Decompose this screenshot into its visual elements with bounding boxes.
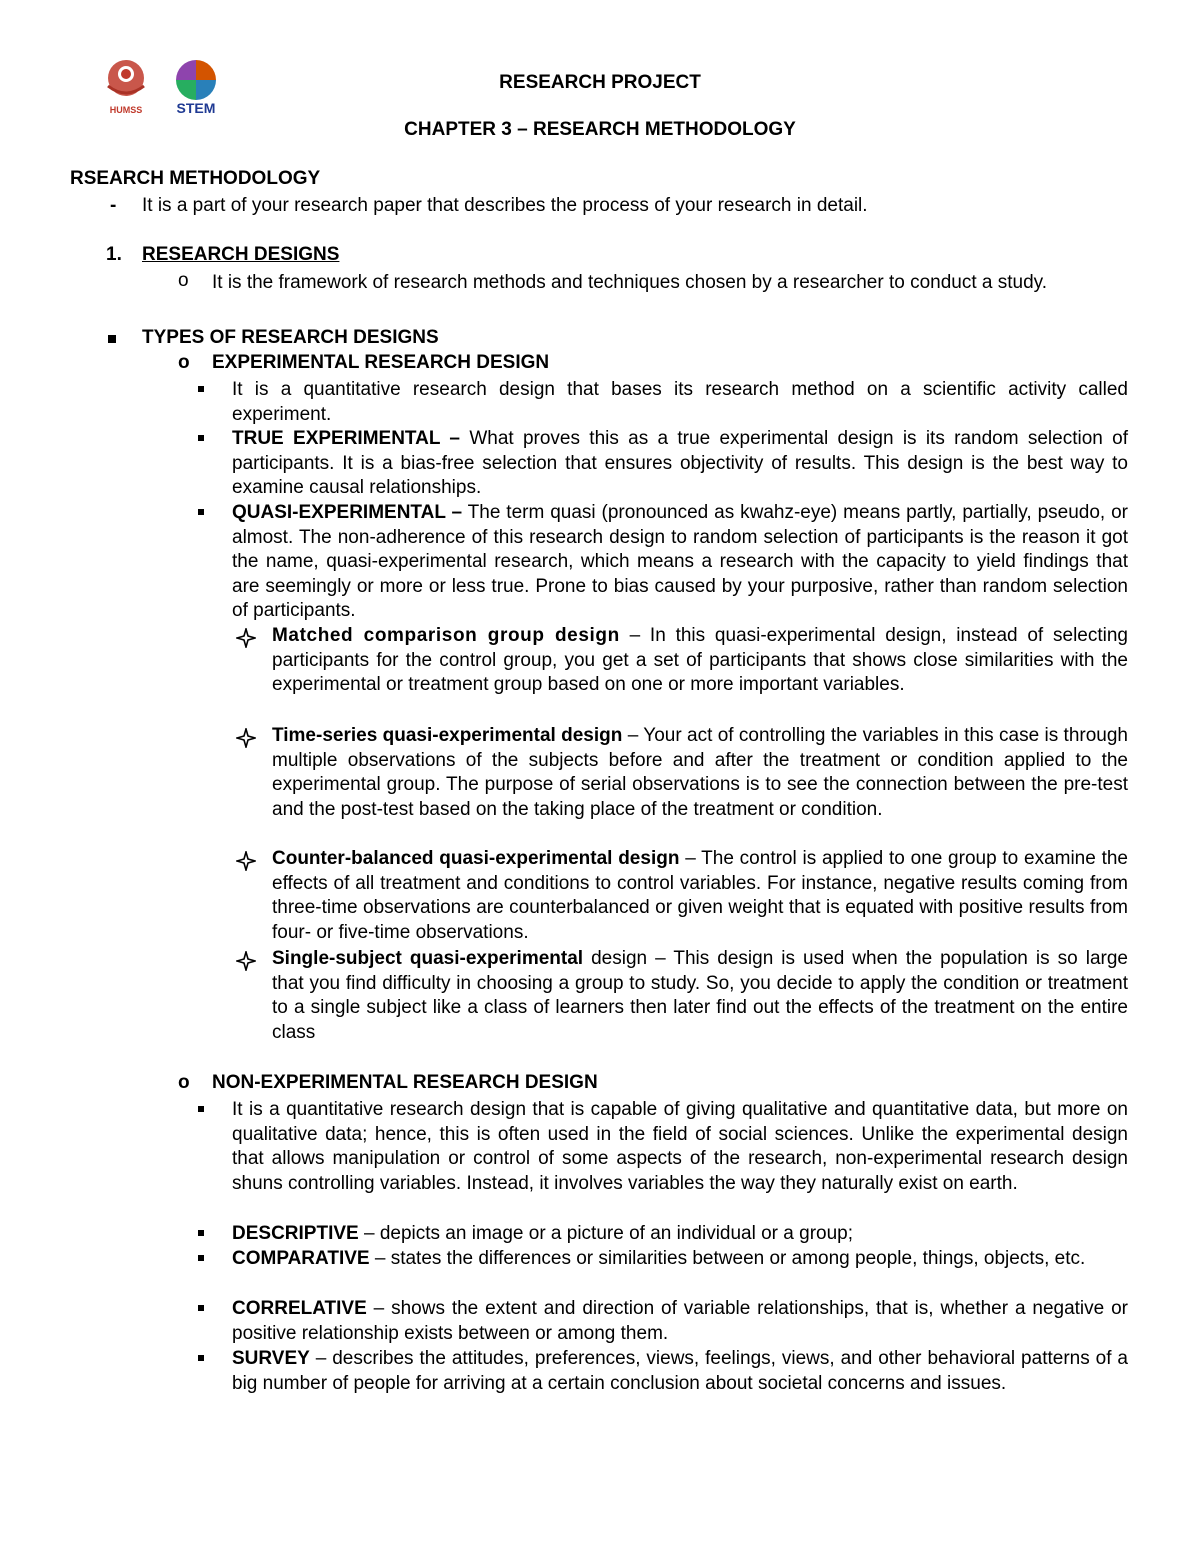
square-bullet — [198, 509, 204, 515]
square-bullet — [198, 1355, 204, 1361]
subtype-item — [272, 947, 1128, 1045]
experimental-intro: It is a quantitative research design that bases its research method on a scientific activity called experiment. — [232, 379, 1128, 425]
document-title: RESEARCH PROJECT — [499, 72, 701, 93]
subtype-term: Matched comparison group design — [272, 625, 620, 646]
diamond-bullet-icon — [236, 951, 256, 971]
true-experimental-text: What proves this as a true experimental design is its random selection of participants. It is a bias-free selection that ensures objectivity of results. This design is the best way to examine causal relationships. — [232, 428, 1129, 499]
subtype-text: – In this quasi-experimental design, instead of selecting participants for the control group, you get a set of participants that shows close similarities with the experimental or treatment group based on one or more important variables. — [272, 625, 1128, 696]
nonexperimental-text: – shows the extent and direction of variable relationships, that is, whether a negative or positive relationship exists between or among them. — [232, 1298, 1128, 1344]
quasi-experimental-term: QUASI-EXPERIMENTAL – — [232, 502, 463, 523]
nonexperimental-heading: NON-EXPERIMENTAL RESEARCH DESIGN — [212, 1072, 598, 1093]
subtype-item — [272, 724, 1128, 822]
chapter-title: CHAPTER 3 – RESEARCH METHODOLOGY — [404, 119, 796, 140]
nonexperimental-term: CORRELATIVE — [232, 1298, 367, 1319]
square-bullet — [198, 1255, 204, 1261]
subtype-term: Single-subject quasi-experimental — [272, 948, 584, 969]
subtype-item — [272, 847, 1128, 945]
diamond-bullet-icon — [236, 728, 256, 748]
nonexperimental-term: SURVEY — [232, 1348, 310, 1369]
true-experimental-item — [232, 427, 1128, 501]
designs-heading: RESEARCH DESIGNS — [142, 244, 340, 265]
o-bullet: o — [178, 1072, 190, 1093]
dash-bullet: - — [110, 195, 117, 216]
subtype-text: – The control is applied to one group to examine the effects of all treatment and conditions to control variables. For instance, negative results coming from three-time observations are counterbalanced or given weight that is equated with positive results from four- or five-time observations. — [272, 848, 1128, 943]
nonexperimental-item — [232, 1247, 1128, 1272]
nonexperimental-term: COMPARATIVE — [232, 1248, 370, 1269]
methodology-definition: It is a part of your research paper that describes the process of your research in detail. — [142, 195, 868, 216]
square-bullet — [198, 1305, 204, 1311]
quasi-experimental-text: The term quasi (pronounced as kwahz-eye) means partly, partially, pseudo, or almost. The non-adherence of this research design to random selection of participants is the reason it got the name, quasi-experimental research, which means a research with the capacity to yield findings that are seemingly or more or less true. Prone to bias caused by your purposive, rather than random selection of participants. — [232, 502, 1128, 622]
true-experimental-term: TRUE EXPERIMENTAL – — [232, 428, 460, 449]
nonexperimental-item — [232, 1222, 1128, 1247]
diamond-bullet-icon — [236, 628, 256, 648]
nonexperimental-item — [232, 1297, 1128, 1346]
humss-logo-text: HUMSS — [109, 105, 143, 115]
list-number: 1. — [106, 244, 122, 265]
square-bullet — [198, 1106, 204, 1112]
nonexperimental-text: – states the differences or similarities between or among people, things, objects, etc. — [374, 1248, 1086, 1269]
section-heading: RSEARCH METHODOLOGY — [70, 168, 321, 189]
subtype-term: Time-series quasi-experimental design — [272, 725, 623, 746]
experimental-heading: EXPERIMENTAL RESEARCH DESIGN — [212, 352, 550, 373]
nonexperimental-item — [232, 1347, 1128, 1396]
o-bullet: o — [178, 352, 190, 373]
nonexperimental-text: – depicts an image or a picture of an individual or a group; — [363, 1223, 854, 1244]
square-bullet — [198, 1230, 204, 1236]
square-bullet — [198, 386, 204, 392]
square-bullet — [198, 435, 204, 441]
subtype-text: – Your act of controlling the variables in this case is through multiple observations of the subjects before and after the treatment or condition applied to the experimental group. The purpose of serial observations is to see the connection between the pre-test and the post-test based on the taking place of the treatment or condition. — [272, 725, 1128, 820]
subtype-text: design – This design is used when the population is so large that you find difficulty in choosing a group to study. So, you decide to apply the condition or treatment to a single subject like a class of learners then later find out the effects of the treatment on the entire class — [272, 948, 1128, 1043]
quasi-experimental-item — [232, 501, 1128, 624]
designs-definition: It is the framework of research methods and techniques chosen by a researcher to conduct a study. — [212, 272, 1048, 293]
stem-logo-text: STEM — [176, 100, 216, 116]
subtype-term: Counter-balanced quasi-experimental design — [272, 848, 680, 869]
nonexperimental-term: DESCRIPTIVE — [232, 1223, 359, 1244]
subtype-item — [272, 624, 1128, 698]
types-heading: TYPES OF RESEARCH DESIGNS — [142, 327, 439, 348]
square-bullet — [108, 335, 116, 343]
o-bullet: o — [178, 270, 189, 291]
nonexperimental-text: – describes the attitudes, preferences, views, feelings, views, and other behavioral patterns of a big number of people for arriving at a certain conclusion about societal concerns and issues. — [232, 1348, 1128, 1394]
diamond-bullet-icon — [236, 851, 256, 871]
nonexperimental-intro: It is a quantitative research design that is capable of giving qualitative and quantitative data, but more on qualitative data; hence, this is often used in the field of social sciences. Unlike the experimental design that allows manipulation or control of some aspects of the research, non-experimental research design shuns controlling variables. Instead, it involves variables the way they naturally exist on earth. — [232, 1099, 1128, 1194]
